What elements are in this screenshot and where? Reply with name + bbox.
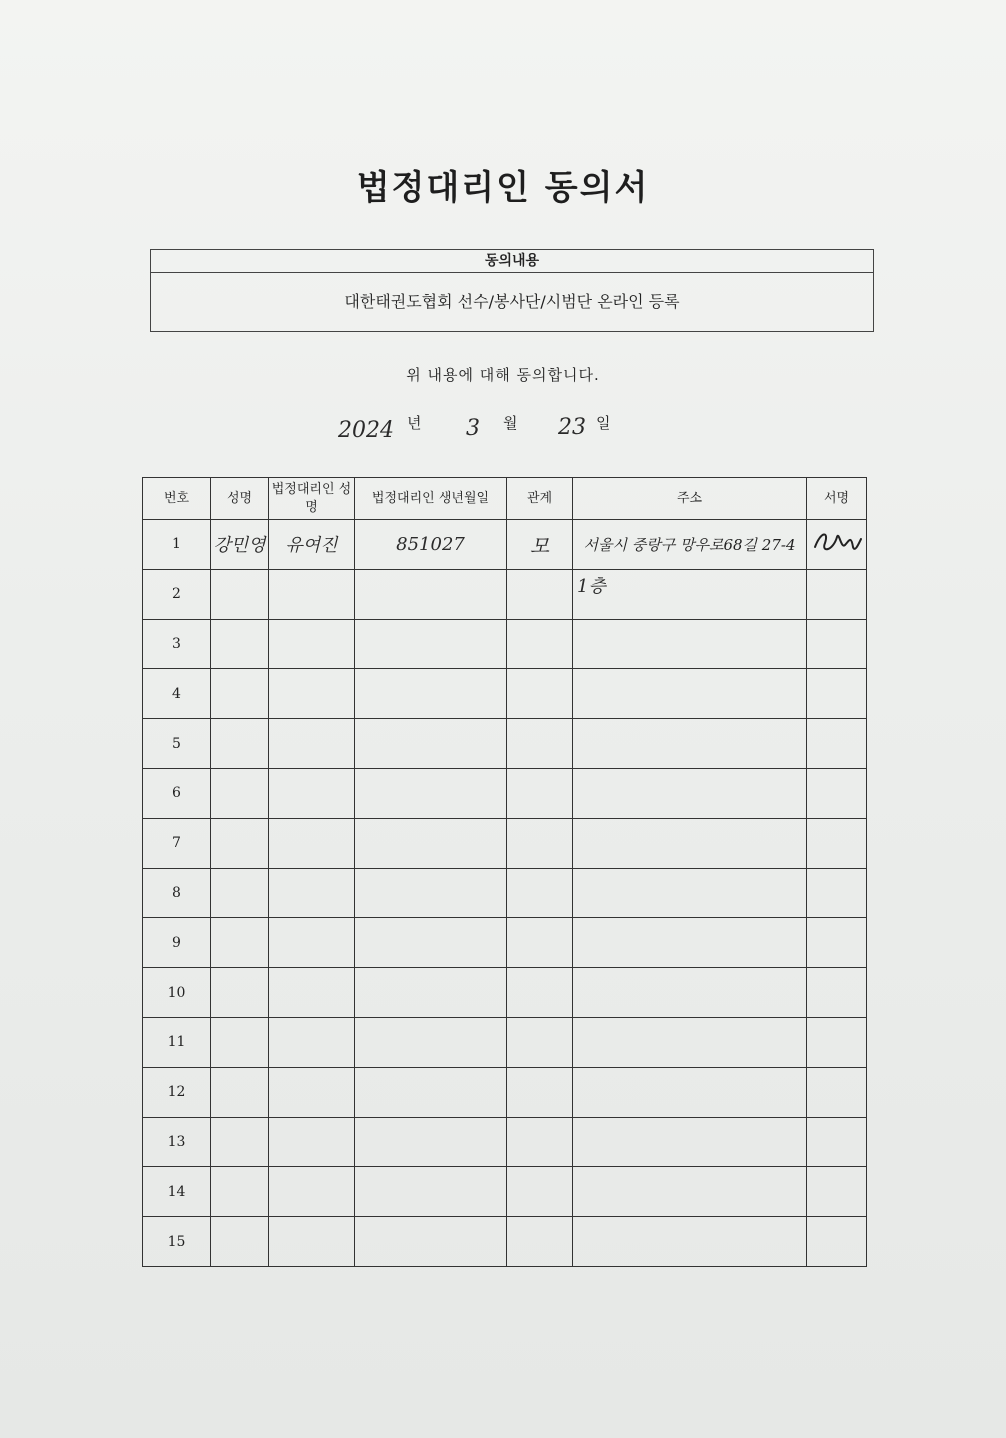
cell-address [573, 918, 807, 968]
cell-address [573, 1117, 807, 1167]
cell-signature [807, 1167, 867, 1217]
cell-name [211, 818, 269, 868]
table-row [143, 669, 867, 719]
cell-guardian-birth [355, 918, 507, 968]
table-row [143, 968, 867, 1018]
table-row [143, 1117, 867, 1167]
cell-guardian-birth [355, 1117, 507, 1167]
cell-name [211, 868, 269, 918]
cell-address [573, 968, 807, 1018]
cell-guardian-name [269, 669, 355, 719]
agree-statement: 위 내용에 대해 동의합니다. [406, 366, 600, 384]
cell-guardian-name [269, 1017, 355, 1067]
cell-address [573, 719, 807, 769]
cell-address [573, 1167, 807, 1217]
consent-header: 동의내용 [151, 250, 873, 273]
table-row [143, 868, 867, 918]
address-continuation: 1층 [577, 575, 606, 597]
date-month: 3 [466, 416, 480, 441]
row-number: 11 [143, 1017, 211, 1067]
cell-name [211, 619, 269, 669]
header-name: 성명 [211, 478, 269, 520]
cell-guardian-name [269, 968, 355, 1018]
cell-signature [807, 768, 867, 818]
cell-relation [507, 1067, 573, 1117]
cell-guardian-name [269, 818, 355, 868]
table-row [143, 818, 867, 868]
cell-name [211, 719, 269, 769]
row-number: 13 [143, 1117, 211, 1167]
cell-guardian-name [269, 1117, 355, 1167]
cell-signature [807, 968, 867, 1018]
header-address: 주소 [573, 478, 807, 520]
header-guardian-name: 법정대리인 성명 [269, 478, 355, 520]
cell-relation [507, 1217, 573, 1267]
cell-name [211, 918, 269, 968]
cell-address [573, 868, 807, 918]
cell-signature [807, 719, 867, 769]
consent-box [150, 249, 874, 332]
row-number: 15 [143, 1217, 211, 1267]
cell-guardian-birth [355, 1167, 507, 1217]
cell-guardian-name [269, 768, 355, 818]
cell-signature [807, 1117, 867, 1167]
cell-address [573, 1217, 807, 1267]
cell-relation [507, 719, 573, 769]
table-row [143, 619, 867, 669]
row-number: 6 [143, 768, 211, 818]
cell-guardian-name [269, 569, 355, 619]
cell-name [211, 968, 269, 1018]
table-row [143, 1217, 867, 1267]
table-row [143, 918, 867, 968]
cell-guardian-birth: 851027 [355, 520, 507, 570]
row-number: 3 [143, 619, 211, 669]
date-month-unit: 월 [503, 414, 518, 432]
row-number: 8 [143, 868, 211, 918]
cell-guardian-name: 유여진 [269, 520, 355, 570]
cell-guardian-name [269, 1167, 355, 1217]
date-day-unit: 일 [596, 414, 611, 432]
header-signature: 서명 [807, 478, 867, 520]
cell-name [211, 1117, 269, 1167]
cell-signature [807, 1067, 867, 1117]
table-row [143, 719, 867, 769]
cell-name [211, 669, 269, 719]
cell-relation: 모 [507, 520, 573, 570]
registration-table [142, 477, 867, 1267]
cell-guardian-name [269, 1067, 355, 1117]
signature-scribble-icon [811, 525, 863, 559]
cell-signature [807, 1217, 867, 1267]
cell-guardian-birth [355, 818, 507, 868]
cell-guardian-birth [355, 669, 507, 719]
header-guardian-birth: 법정대리인 생년월일 [355, 478, 507, 520]
date-year: 2024 [338, 418, 394, 443]
cell-relation [507, 818, 573, 868]
cell-relation [507, 868, 573, 918]
cell-signature [807, 918, 867, 968]
cell-guardian-birth [355, 968, 507, 1018]
cell-address [573, 669, 807, 719]
cell-guardian-birth [355, 569, 507, 619]
cell-address [573, 1017, 807, 1067]
cell-address [573, 619, 807, 669]
row-number: 5 [143, 719, 211, 769]
row-number: 2 [143, 569, 211, 619]
table-row [143, 1167, 867, 1217]
cell-guardian-name [269, 868, 355, 918]
cell-relation [507, 669, 573, 719]
table-row [143, 1017, 867, 1067]
row-number: 10 [143, 968, 211, 1018]
cell-name [211, 1217, 269, 1267]
cell-guardian-birth [355, 1217, 507, 1267]
cell-guardian-name [269, 619, 355, 669]
row-number: 9 [143, 918, 211, 968]
cell-name [211, 1067, 269, 1117]
cell-relation [507, 1167, 573, 1217]
cell-address [573, 569, 807, 619]
row-number: 4 [143, 669, 211, 719]
cell-relation [507, 569, 573, 619]
cell-address [573, 768, 807, 818]
date-day: 23 [558, 415, 586, 440]
cell-signature [807, 569, 867, 619]
cell-guardian-name [269, 719, 355, 769]
table-row [143, 768, 867, 818]
row-number: 12 [143, 1067, 211, 1117]
cell-guardian-birth [355, 719, 507, 769]
cell-name [211, 569, 269, 619]
cell-address [573, 818, 807, 868]
cell-name [211, 1017, 269, 1067]
cell-relation [507, 768, 573, 818]
cell-name [211, 1167, 269, 1217]
table-header-row [143, 478, 867, 520]
consent-body: 대한태권도협회 선수/봉사단/시범단 온라인 등록 [344, 292, 680, 311]
table-row [143, 1067, 867, 1117]
table-row [143, 569, 867, 619]
cell-guardian-name [269, 918, 355, 968]
cell-relation [507, 619, 573, 669]
cell-address [573, 1067, 807, 1117]
cell-signature [807, 1017, 867, 1067]
cell-guardian-birth [355, 1067, 507, 1117]
date-year-unit: 년 [407, 414, 422, 432]
cell-name: 강민영 [211, 520, 269, 570]
cell-signature [807, 520, 867, 570]
cell-signature [807, 669, 867, 719]
cell-relation [507, 1117, 573, 1167]
cell-relation [507, 918, 573, 968]
cell-name [211, 768, 269, 818]
cell-guardian-birth [355, 1017, 507, 1067]
row-number: 7 [143, 818, 211, 868]
cell-guardian-birth [355, 619, 507, 669]
cell-guardian-birth [355, 768, 507, 818]
cell-address: 서울시 중랑구 망우로68길 27-4 [573, 520, 807, 570]
header-relation: 관계 [507, 478, 573, 520]
cell-signature [807, 818, 867, 868]
cell-signature [807, 868, 867, 918]
cell-guardian-birth [355, 868, 507, 918]
row-number: 1 [143, 520, 211, 570]
table-row [143, 520, 867, 570]
cell-relation [507, 968, 573, 1018]
page-title: 법정대리인 동의서 [356, 168, 650, 208]
row-number: 14 [143, 1167, 211, 1217]
cell-guardian-name [269, 1217, 355, 1267]
cell-signature [807, 619, 867, 669]
header-no: 번호 [143, 478, 211, 520]
cell-relation [507, 1017, 573, 1067]
